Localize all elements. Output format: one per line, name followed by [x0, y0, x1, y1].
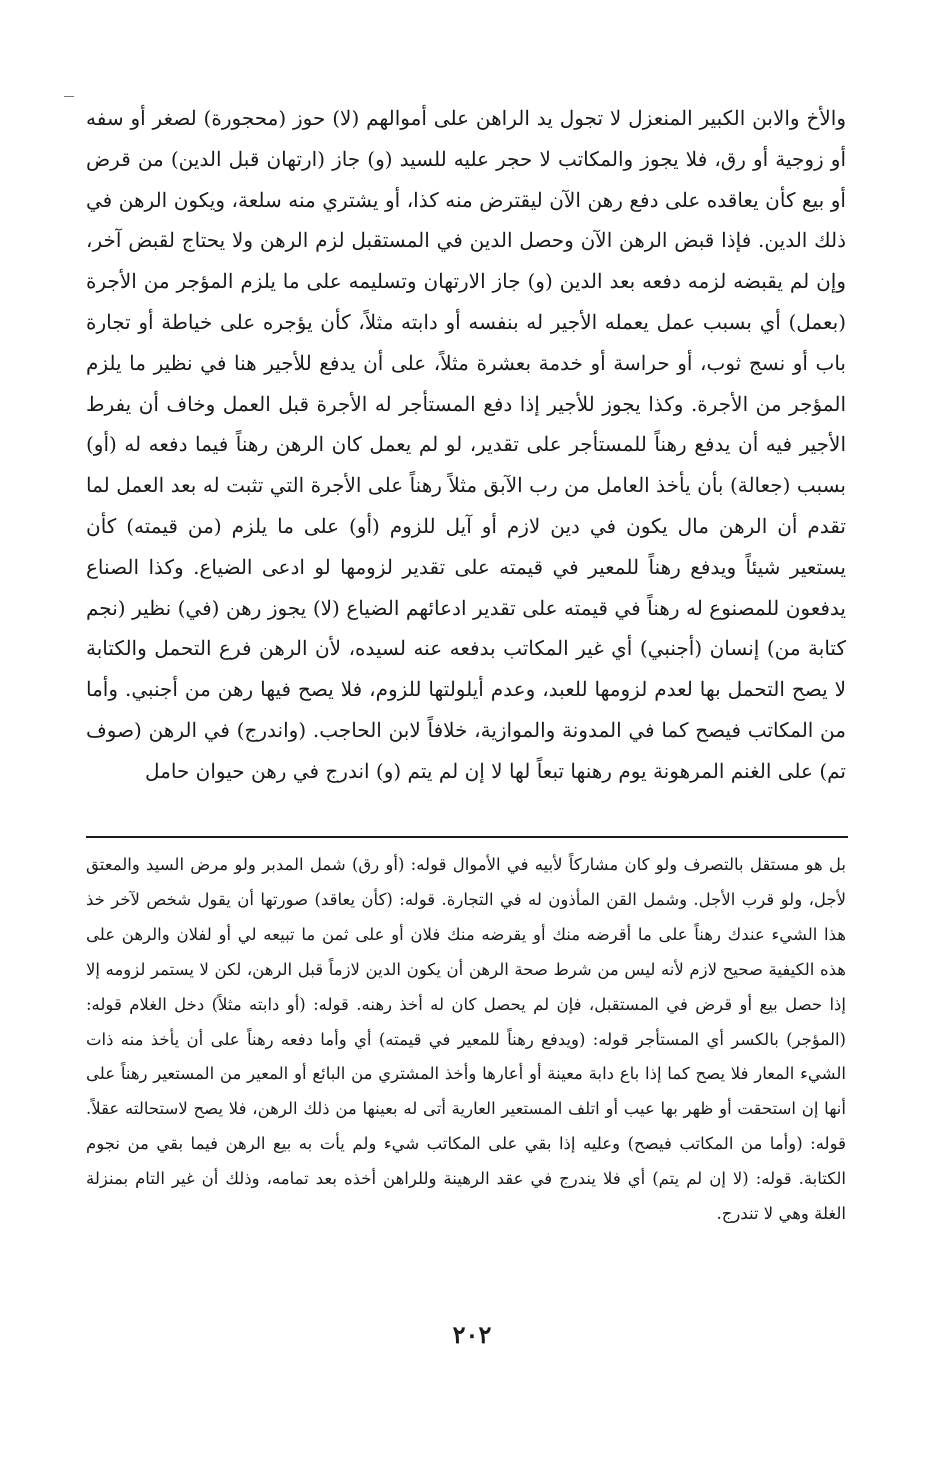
page-number: ٢٠٢ [452, 1320, 492, 1349]
footnotes-text: بل هو مستقل بالتصرف ولو كان مشاركاً لأبيه في الأموال قوله: (أو رق) شمل المدبر ولو مرض السيد والمعتق لأجل، ولو قرب الأجل. وشمل القن المأذون له في التجارة. قوله: (كأن يعاقد) صورتها أن يقول شخص لآخر خذ هذا الشيء عندك رهناً على ما أقرضه منك أو يقرضه منك فلان أو على ثمن ما تبيعه لي أو لفلان والرهن على هذه الكيفية صحيح لازم لأنه ليس من شرط صحة الرهن أن يكون الدين لازماً قبل الرهن، لكن لا يستمر لزومه إلا إذا حصل بيع أو قرض في المستقبل، فإن لم يحصل كان له أخذ رهنه. قوله: (أو دابته مثلاً) دخل الغلام قوله: (المؤجر) بالكسر أي المستأجر قوله: (ويدفع رهناً للمعير في قيمته) أي وأما دفعه رهناً على أن يأخذ منه ذات الشيء المعار فلا يصح كما إذا باع دابة معينة أو أعارها وأخذ المشتري من البائع أو المعير من المستعير رهناً على أنها إن استحقت أو ظهر بها عيب أو اتلف المستعير العارية أتى له بعينها من ذلك الرهن، فلا يصح لاستحالته عقلاً. قوله: (وأما من المكاتب فيصح) وعليه إذا بقي على المكاتب شيء ولم يأت به بيع الرهن فيما بقي من نجوم الكتابة. قوله: (لا إن لم يتم) أي فلا يندرج في عقد الرهينة وللراهن أخذه بعد تمامه، وذلك أن غير التام بمنزلة الغلة وهي لا تندرج. [86, 855, 847, 1224]
corner-mark [64, 96, 74, 97]
footnote-divider [86, 836, 848, 838]
main-text: والأخ والابن الكبير المنعزل لا تجول يد الراهن على أموالهم (لا) حوز (محجورة) لصغر أو سفه أو زوجية أو رق، فلا يجوز والمكاتب لا حجر عليه للسيد (و) جاز (ارتهان قبل الدين) من قرض أو بيع كأن يعاقده على دفع رهن الآن ليقترض منه كذا، أو يشتري منه سلعة، ويكون الرهن في ذلك الدين. فإذا قبض الرهن الآن وحصل الدين في المستقبل لزم الرهن ولا يحتاج لقبض آخر، وإن لم يقبضه لزمه دفعه بعد الدين (و) جاز الارتهان وتسليمه على ما يلزم المؤجر من الأجرة (بعمل) أي بسبب عمل يعمله الأجير له بنفسه أو دابته مثلاً، كأن يؤجره على خياطة أو تجارة باب أو نسج ثوب، أو حراسة أو خدمة بعشرة مثلاً، على أن يدفع للأجير هنا في نظير ما يلزم المؤجر من الأجرة. وكذا يجوز للأجير إذا دفع المستأجر له الأجرة قبل العمل وخاف أن يفرط الأجير فيه أن يدفع رهناً للمستأجر على تقدير، لو لم يعمل كان الرهن رهناً فيما دفعه له (أو) بسبب (جعالة) بأن يأخذ العامل من رب الآبق مثلاً رهناً على الأجرة التي تثبت له بعد العمل لما تقدم أن الرهن مال يكون في دين لازم أو آيل للزوم (أو) على ما يلزم (من قيمته) كأن يستعير شيئاً ويدفع رهناً للمعير في قيمته على تقدير لزومها لو ادعى الضياع. وكذا الصناع يدفعون للمصنوع له رهناً في قيمته على تقدير ادعائهم الضياع (لا) يجوز رهن (في) نظير (نجم كتابة من) إنسان (أجنبي) أي غير المكاتب بدفعه عنه لسيده، لأن الرهن فرع التحمل والكتابة لا يصح التحمل بها لعدم لزومها للعبد، وعدم أيلولتها للزوم، فلا يصح فيها رهن من أجنبي. وأما من المكاتب فيصح كما في المدونة والموازية، خلافاً لابن الحاجب. (واندرج) في الرهن (صوف تم) على الغنم المرهونة يوم رهنها تبعاً لها لا إن لم يتم (و) اندرج في رهن حيوان حامل [86, 106, 847, 783]
